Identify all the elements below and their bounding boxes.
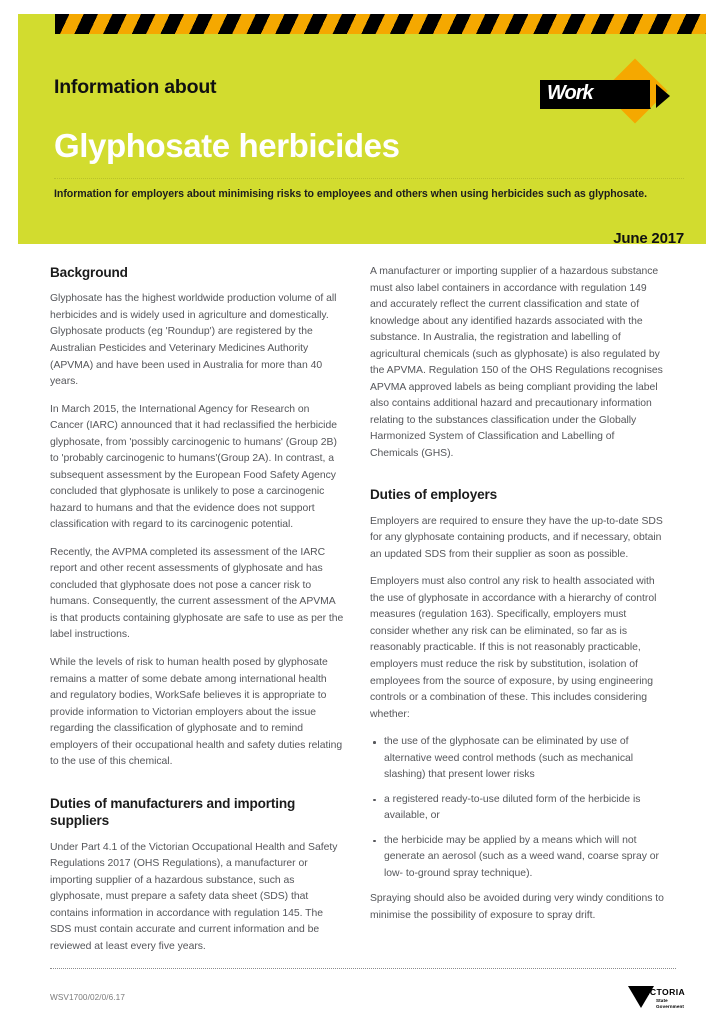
left-column <box>50 264 345 955</box>
header-subtitle: Information for employers about minimising risks to employees and others when using herbicides such as glyphosate. <box>54 188 647 200</box>
paragraph: In March 2015, the International Agency for Research on Cancer (IARC) announced that it had reclassified the herbicide glyphosate, from 'possibly carcinogenic to humans' (Group 2B) to 'probably carcinogenic to humans'(Group 2A). In contrast, a subsequent assessment by the European Food Safety Agency concluded that glyphosate is unlikely to pose a carcinogenic hazard to humans and that the evidence does not support classification with regard to its carcinogenic potential. <box>50 403 337 531</box>
arrow-right-icon <box>656 84 670 108</box>
control-measures-list <box>370 734 665 882</box>
header-content <box>54 34 684 247</box>
list-item: the use of the glyphosate can be eliminated by use of alternative weed control methods (such as mechanical slashing) that present lower risks <box>384 734 665 784</box>
logo-state-label: VICTORIA <box>622 105 652 111</box>
victoria-government-logo <box>628 986 706 1014</box>
heading-duties-of-manufacturers: Duties of manufacturers and importing suppliers <box>50 795 296 829</box>
list-item: a registered ready-to-use diluted form of the herbicide is available, or <box>384 792 665 825</box>
footer-document-code: WSV1700/02/0/6.17 <box>50 993 125 1002</box>
state-government-label: State Government <box>656 998 685 1010</box>
hazard-stripe-decoration <box>55 14 706 34</box>
list-item: the herbicide may be applied by a means which will not generate an aerosol (such as a weed wand, coarse spray or low- to-ground spray technique). <box>384 833 665 883</box>
paragraph: Under Part 4.1 of the Victorian Occupational Health and Safety Regulations 2017 (OHS Regulations), a manufacturer or importing supplier of a hazardous substance, such as glyphosate, must prepare a safety data sheet (SDS) that contains information in accordance with regulation 145. The SDS must contain accurate and current information and be reviewed at least every five years. <box>50 841 338 952</box>
logo-word-safe: Safe <box>606 82 645 104</box>
paragraph: A manufacturer or importing supplier of a hazardous substance must also label containers in accordance with regulation 149 and accurately reflect the current classification and state of knowledge about any identified hazards associated with the substance. In Australia, the registration and labelling of agricultural chemicals (such as glyphosate) is also regulated by the APVMA. Regulation 150 of the OHS Regulations recognises APVMA approved labels as being compliant providing the label also contains additional hazard and precautionary information relating to the substances classification under the Globally Harmonized System of Classification and Labelling of Chemicals (GHS). <box>370 266 663 459</box>
document-body <box>50 264 676 954</box>
logo-word-work: Work <box>547 82 593 104</box>
publication-date: June 2017 <box>613 230 684 247</box>
paragraph: Employers must also control any risk to health associated with the use of glyphosate in accordance with a hierarchy of control measures (regulation 163). Specifically, employers must consider whether any risk can be eliminated, so far as is reasonably practicable. If this is not reasonably practicable, employers must reduce the risk by substitution, isolation of employees from the source of exposure, by using engineering controls or a combination of these. This includes considering whether: <box>370 576 657 720</box>
heading-background: Background <box>50 265 128 280</box>
header-banner <box>18 14 706 247</box>
worksafe-logo <box>540 72 684 130</box>
heading-duties-of-employers: Duties of employers <box>370 487 498 503</box>
page-title: Glyphosate herbicides <box>54 127 400 164</box>
paragraph: Spraying should also be avoided during very windy conditions to minimise the possibility of exposure to spray drift. <box>370 893 664 921</box>
paragraph: Employers are required to ensure they have the up-to-date SDS for any glyphosate containing products, and if necessary, obtain an updated SDS from their supplier as soon as possible. <box>370 515 663 560</box>
paragraph: While the levels of risk to human health posed by glyphosate remains a matter of some debate among international health and regulatory bodies, WorkSafe believes it is appropriate to provide information to Victorian employers about the issue regarding the classification of glyphosate and to remind employers of their occupational health and safety duties relating to the use of this chemical. <box>50 657 343 768</box>
footer-divider <box>50 968 676 969</box>
header-kicker: Information about <box>54 76 217 98</box>
title-divider <box>54 178 684 179</box>
right-column <box>370 264 665 924</box>
victoria-wordmark: VICTORIA <box>641 987 686 997</box>
paragraph: Glyphosate has the highest worldwide production volume of all herbicides and is widely used in agriculture and domestically. Glyphosate products (eg 'Roundup') are registered by the Australian Pesticides and Veterinary Medicines Authority (APVMA) and have been used in Australia for more than 40 years. <box>50 293 337 388</box>
paragraph: Recently, the AVPMA completed its assessment of the IARC report and other recent assessments of glyphosate and has concluded that glyphosate does not pose a cancer risk to humans. Consequently, the current assessment of the APVMA is that products containing glyphosate are safe to use as per the label instructions. <box>50 546 344 641</box>
